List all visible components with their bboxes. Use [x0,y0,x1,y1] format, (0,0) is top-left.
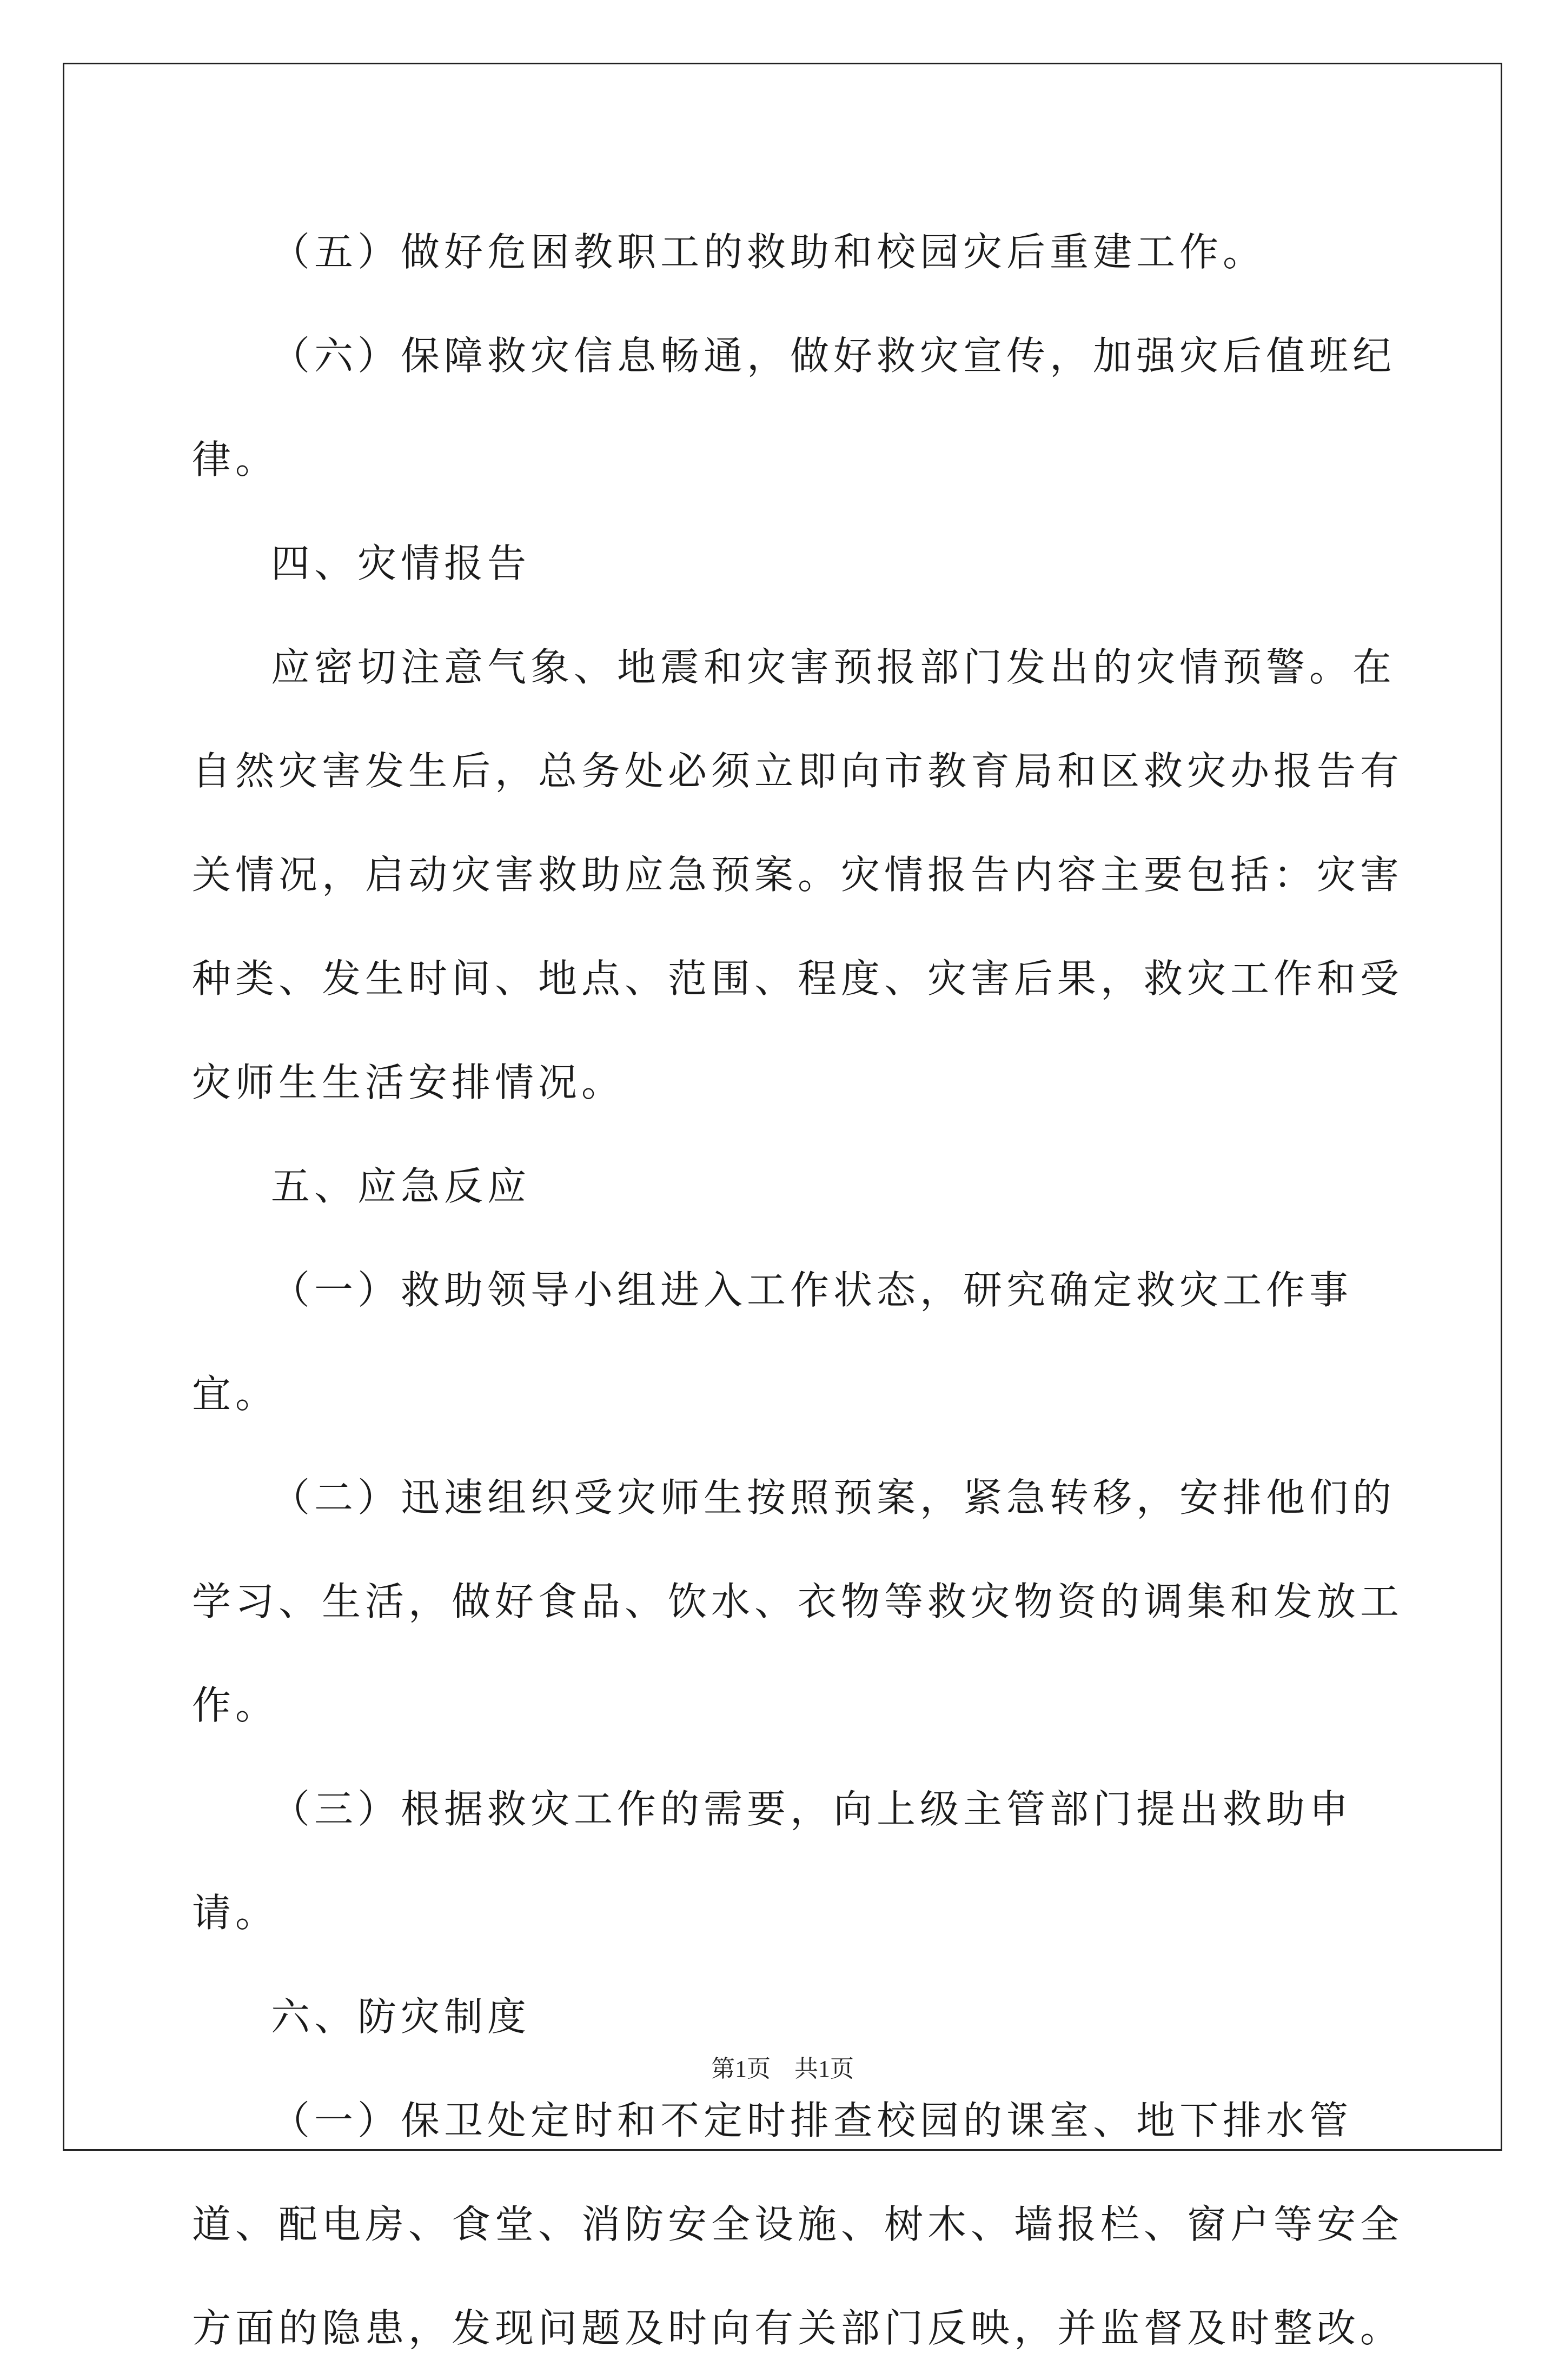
section-heading-emergency-response: 五、应急反应 [271,1164,531,1209]
page-footer: 第1页 共1页 [711,2056,854,2082]
paragraph-5: （五）做好危困教职工的救助和校园灾后重建工作。 [271,229,1266,275]
paragraph-response-1: （一）救助领导小组进入工作状态，研究确定救灾工作事宜。 [192,1267,1353,1417]
paragraph-prevention-1: （一）保卫处定时和不定时排查校园的课室、地下排水管道、配电房、食堂、消防安全设施、树木、墙报栏、窗户等安全方面的隐患，发现问题及时向有关部门反映，并监督及时整改。 [192,2098,1404,2351]
paragraph-response-2: （二）迅速组织受灾师生按照预案，紧急转移，安排他们的学习、生活，做好食品、饮水、衣物等救灾物资的调集和发放工作。 [192,1475,1404,1728]
paragraph-response-3: （三）根据救灾工作的需要，向上级主管部门提出救助申请。 [192,1786,1353,1936]
paragraph-disaster-report: 应密切注意气象、地震和灾害预报部门发出的灾情预警。在自然灾害发生后，总务处必须立即向市教育局和区救灾办报告有关情况，启动灾害救助应急预案。灾情报告内容主要包括：灾害种类、发生时间、地点、范围、程度、灾害后果，救灾工作和受灾师生生活安排情况。 [192,644,1404,1105]
section-heading-disaster-report: 四、灾情报告 [271,541,531,586]
paragraph-6: （六）保障救灾信息畅通，做好救灾宣传，加强灾后值班纪律。 [192,333,1396,482]
section-heading-prevention-system: 六、防灾制度 [271,1994,531,2039]
